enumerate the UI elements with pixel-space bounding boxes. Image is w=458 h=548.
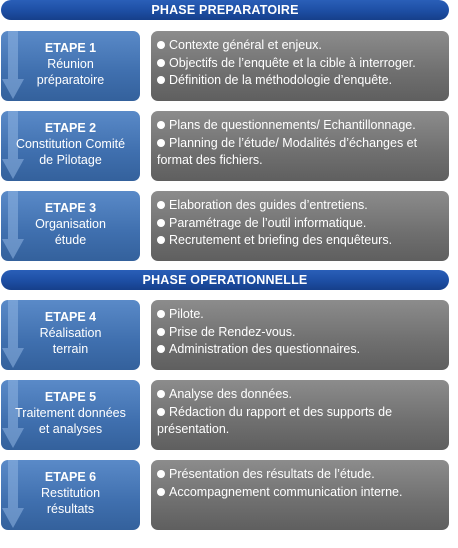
bullet-icon <box>157 121 165 129</box>
step-description-5 <box>151 380 449 450</box>
list-item: Rédaction du rapport et des supports de présentation. <box>157 404 393 436</box>
step-box-1 <box>1 31 140 101</box>
list-item: Recrutement et briefing des enquêteurs. <box>157 232 443 250</box>
bullet-icon <box>157 41 165 49</box>
step-title: ETAPE 3 <box>44 201 97 215</box>
list-item: Administration des questionnaires. <box>157 341 443 359</box>
list-item: Accompagnement communication interne. <box>157 484 443 502</box>
step-subtitle: Réunion <box>47 57 94 71</box>
bullet-icon <box>157 488 165 496</box>
step-title: ETAPE 4 <box>44 310 97 324</box>
step-subtitle: Traitement données <box>15 406 126 420</box>
list-item: Plans de questionnements/ Echantillonnage. <box>157 117 443 135</box>
bullet-icon <box>157 201 165 209</box>
step-subtitle: terrain <box>52 342 89 356</box>
list-item: Planning de l’étude/ Modalités d’échanges et format des fichiers. <box>157 135 418 167</box>
step-description-2 <box>151 111 449 181</box>
step-subtitle: de Pilotage <box>39 153 102 167</box>
list-item: Contexte général et enjeux. <box>157 37 443 55</box>
step-subtitle: Restitution <box>40 486 101 500</box>
bullet-icon <box>157 328 165 336</box>
bullet-icon <box>157 219 165 227</box>
phase-header-preparatoire: PHASE PREPARATOIRE <box>1 0 449 20</box>
step-title: ETAPE 2 <box>44 121 97 135</box>
bullet-icon <box>157 310 165 318</box>
list-item: Elaboration des guides d’entretiens. <box>157 197 443 215</box>
bullet-icon <box>157 76 165 84</box>
step-subtitle: résultats <box>46 502 95 516</box>
step-box-4 <box>1 300 140 370</box>
step-subtitle: et analyses <box>38 422 103 436</box>
step-title: ETAPE 1 <box>44 41 97 55</box>
step-subtitle: Organisation <box>35 217 106 231</box>
step-description-3 <box>151 191 449 261</box>
list-item: Présentation des résultats de l’étude. <box>157 466 443 484</box>
bullet-icon <box>157 59 165 67</box>
step-description-6 <box>151 460 449 530</box>
list-item: Prise de Rendez-vous. <box>157 324 443 342</box>
list-item: Définition de la méthodologie d’enquête. <box>157 72 443 90</box>
step-title: ETAPE 6 <box>44 470 97 484</box>
step-description-4 <box>151 300 449 370</box>
step-description-1 <box>151 31 449 101</box>
bullet-icon <box>157 345 165 353</box>
step-title: ETAPE 5 <box>44 390 97 404</box>
list-item: Analyse des données. <box>157 386 443 404</box>
step-subtitle: étude <box>54 233 87 247</box>
list-item: Paramétrage de l’outil informatique. <box>157 215 443 233</box>
list-item: Objectifs de l’enquête et la cible à interroger. <box>157 55 443 73</box>
phase-header-operationnelle: PHASE OPERATIONNELLE <box>1 270 449 290</box>
step-box-5 <box>1 380 140 450</box>
bullet-icon <box>157 408 165 416</box>
step-subtitle: Réalisation <box>39 326 102 340</box>
step-subtitle: Constitution Comité <box>15 137 126 151</box>
step-box-6 <box>1 460 140 530</box>
list-item: Pilote. <box>157 306 443 324</box>
bullet-icon <box>157 470 165 478</box>
step-box-2 <box>1 111 140 181</box>
bullet-icon <box>157 390 165 398</box>
bullet-icon <box>157 139 165 147</box>
step-box-3 <box>1 191 140 261</box>
bullet-icon <box>157 236 165 244</box>
step-subtitle: préparatoire <box>36 73 105 87</box>
